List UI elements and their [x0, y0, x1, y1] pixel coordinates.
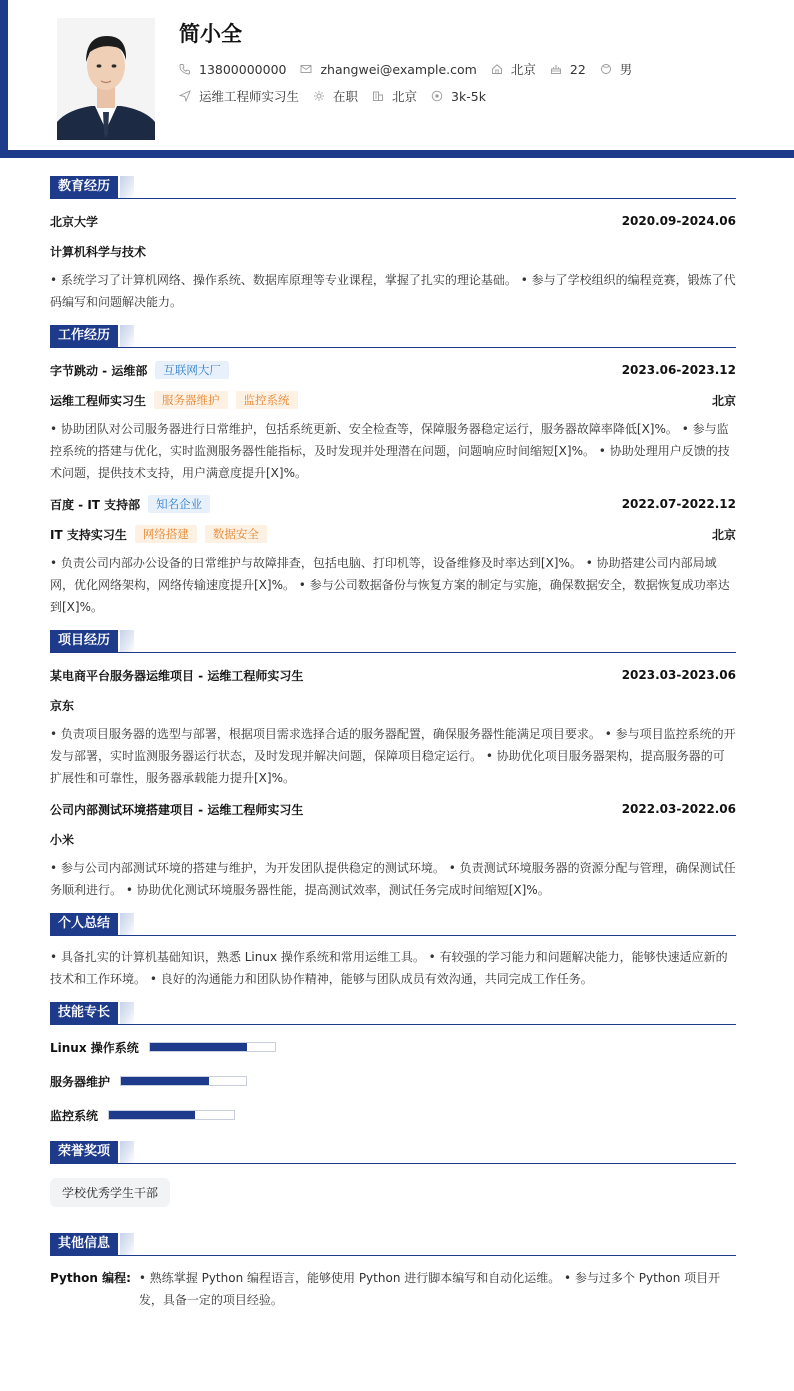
cake-icon: [550, 63, 562, 75]
resume-body: [50, 176, 736, 1323]
age-item: [550, 62, 586, 77]
work-period: 2023.06-2023.12: [621, 363, 736, 377]
role-name: 运维工程师实习生: [50, 393, 147, 408]
projects-section: [50, 630, 736, 901]
gender-icon: [600, 63, 612, 75]
project-org-row: [50, 697, 736, 713]
section-title: 技能专长: [50, 1002, 118, 1024]
section-title: 教育经历: [50, 176, 118, 198]
avatar: [57, 18, 155, 140]
skills-section: [50, 1002, 736, 1123]
other-section: [50, 1233, 736, 1311]
coin-icon: [431, 90, 443, 102]
status-text: 在职: [333, 89, 359, 104]
project-row: [50, 801, 736, 817]
phone-icon: [179, 63, 191, 75]
section-header: [50, 325, 736, 348]
work-role-row: [50, 392, 736, 408]
section-title-tail: [120, 1141, 134, 1163]
other-info-description: • 熟练掌握 Python 编程语言，能够使用 Python 进行脚本编写和自动化运维。 • 参与过多个 Python 项目开发，具备一定的项目经验。: [138, 1271, 721, 1307]
job-target-text: 运维工程师实习生: [199, 89, 300, 104]
home-icon: [491, 63, 503, 75]
education-description: • 系统学习了计算机网络、操作系统、数据库原理等专业课程，掌握了扎实的理论基础。 • 参与了学校组织的编程竞赛，锻炼了代码编写和问题解决能力。: [50, 273, 736, 309]
role-name: IT 支持实习生: [50, 527, 127, 542]
email-text: zhangwei@example.com: [320, 61, 477, 77]
status-item: [313, 87, 358, 105]
target-city-text: 北京: [392, 89, 418, 104]
mail-icon: [300, 63, 312, 75]
work-company-row: [50, 496, 736, 512]
work-description: • 负责公司内部办公设备的日常维护与故障排查，包括电脑、打印机等，设备维修及时率达到[X]%。 • 协助搭建公司内部局域网，优化网络架构，网络传输速度提升[X]%。 • 参与公司数据备份与恢复方案的制定与实施，确保数据安全，数据恢复成功率达到[X]%。: [50, 556, 730, 614]
education-section: [50, 176, 736, 313]
work-description: • 协助团队对公司服务器进行日常维护，包括系统更新、安全检查等，保障服务器稳定运行，服务器故障率降低[X]%。 • 参与监控系统的搭建与优化，实时监测服务器性能指标，及时发现并处理潜在问题，问题响应时间缩短[X]%。 • 协助处理用户反馈的技术问题，提供技术支持，用户满意度提升[X]%。: [50, 422, 730, 480]
city-item: [491, 60, 536, 78]
major-name: 计算机科学与技术: [50, 244, 147, 259]
award-chip: 学校优秀学生干部: [50, 1178, 170, 1207]
send-icon: [179, 90, 191, 102]
section-title: 荣誉奖项: [50, 1141, 118, 1163]
section-header: [50, 630, 736, 653]
skill-item: [50, 1073, 736, 1089]
skill-name: 服务器维护: [50, 1074, 111, 1089]
section-header: [50, 1002, 736, 1025]
project-description: • 参与公司内部测试环境的搭建与维护，为开发团队提供稳定的测试环境。 • 负责测试环境服务器的资源分配与管理，确保测试任务顺利进行。 • 协助优化测试环境服务器性能，提高测试效率，测试任务完成时间缩短[X]%。: [50, 861, 736, 897]
other-info-row: [50, 1267, 736, 1311]
section-title-tail: [120, 325, 134, 347]
work-role-row: [50, 526, 736, 542]
skill-tag: 服务器维护: [154, 391, 228, 409]
section-title: 工作经历: [50, 325, 118, 347]
section-title: 项目经历: [50, 630, 118, 652]
candidate-name: 简小全: [179, 22, 242, 46]
skill-name: 监控系统: [50, 1108, 99, 1123]
skill-tag: 网络搭建: [135, 525, 197, 543]
project-org: 小米: [50, 832, 75, 847]
project-org-row: [50, 831, 736, 847]
skill-level-bar: [149, 1042, 276, 1052]
major-row: [50, 243, 736, 259]
section-title-tail: [120, 1233, 134, 1255]
section-header: [50, 1233, 736, 1256]
project-name: 某电商平台服务器运维项目 - 运维工程师实习生: [50, 668, 304, 683]
work-period: 2022.07-2022.12: [621, 497, 736, 511]
education-row: [50, 213, 736, 229]
skill-tag: 数据安全: [205, 525, 267, 543]
job-target-item: [179, 87, 299, 105]
phone-text: 13800000000: [199, 61, 287, 77]
phone-item: [179, 62, 286, 77]
skill-level-fill: [121, 1077, 209, 1085]
skill-name: Linux 操作系统: [50, 1040, 139, 1055]
company-name: 百度 - IT 支持部: [50, 497, 141, 512]
target-city-item: [372, 87, 417, 105]
job-intent-row: [179, 87, 500, 105]
gender-text: 男: [619, 62, 633, 77]
skill-level-bar: [108, 1110, 235, 1120]
gender-item: [600, 60, 633, 78]
summary-section: [50, 913, 736, 990]
section-header: [50, 913, 736, 936]
other-info-label: Python 编程:: [50, 1271, 131, 1285]
school-name: 北京大学: [50, 214, 99, 229]
project-row: [50, 667, 736, 683]
building-icon: [372, 90, 384, 102]
skill-tag: 监控系统: [236, 391, 298, 409]
section-title: 其他信息: [50, 1233, 118, 1255]
skill-level-bar: [120, 1076, 247, 1086]
education-period: 2020.09-2024.06: [621, 214, 736, 228]
company-tag: 知名企业: [148, 495, 210, 513]
project-name: 公司内部测试环境搭建项目 - 运维工程师实习生: [50, 802, 304, 817]
company-name: 字节跳动 - 运维部: [50, 363, 148, 378]
section-title-tail: [120, 630, 134, 652]
skill-level-fill: [109, 1111, 195, 1119]
salary-item: [431, 89, 486, 104]
summary-description: • 具备扎实的计算机基础知识，熟悉 Linux 操作系统和常用运维工具。 • 有较强的学习能力和问题解决能力，能够快速适应新的技术和工作环境。 • 良好的沟通能力和团队协作精神，能够与团队成员有效沟通，共同完成工作任务。: [50, 950, 728, 986]
section-header: [50, 1141, 736, 1164]
section-title-tail: [120, 913, 134, 935]
project-description: • 负责项目服务器的选型与部署，根据项目需求选择合适的服务器配置，确保服务器性能满足项目要求。 • 参与项目监控系统的开发与部署，实时监测服务器运行状态，及时发现并解决问题，保障项目稳定运行。 • 协助优化项目服务器架构，提高服务器的可扩展性和可靠性，服务器承载能力提升[X]%。: [50, 727, 736, 785]
salary-text: 3k-5k: [451, 88, 486, 104]
section-title: 个人总结: [50, 913, 118, 935]
work-location: 北京: [711, 393, 736, 408]
skill-level-fill: [150, 1043, 248, 1051]
awards-section: [50, 1141, 736, 1221]
city-text: 北京: [510, 62, 536, 77]
gear-icon: [313, 90, 325, 102]
work-section: [50, 325, 736, 618]
project-org: 京东: [50, 698, 75, 713]
skill-item: [50, 1107, 736, 1123]
section-title-tail: [120, 1002, 134, 1024]
section-header: [50, 176, 736, 199]
project-period: 2023.03-2023.06: [621, 668, 736, 682]
work-location: 北京: [711, 527, 736, 542]
age-text: 22: [569, 61, 586, 77]
email-item: [300, 62, 476, 77]
contact-row: [179, 60, 646, 78]
project-period: 2022.03-2022.06: [621, 802, 736, 816]
section-title-tail: [120, 176, 134, 198]
work-company-row: [50, 362, 736, 378]
skill-item: [50, 1039, 736, 1055]
company-tag: 互联网大厂: [155, 361, 229, 379]
